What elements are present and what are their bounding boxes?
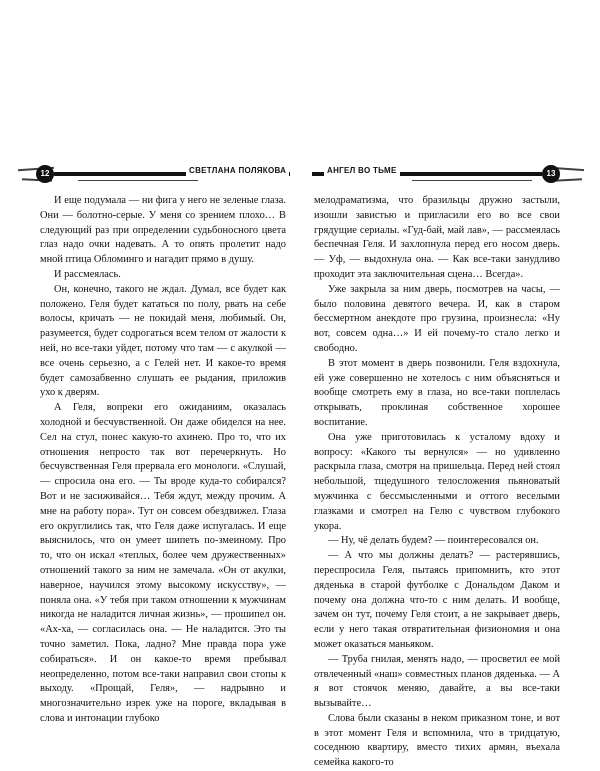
paragraph: Она уже приготовилась к усталому вдоху и вопросу: «Какого ты вернулся» — но удивленно раскрыла глаза, смотря на пришельца. Перед ней стоял небольшой, тщедушного телосложения пьяноватый мужчинка с бессмысленными и оттого веселыми глазками и смотрел на Гелю с чувством глубокого укора. <box>314 431 560 532</box>
left-page <box>0 0 300 750</box>
paragraph: И рассмеялась. <box>54 268 121 280</box>
left-page-body <box>40 194 286 727</box>
paragraph: — А что мы должны делать? — растерявшись, переспросила Геля, пытаясь припомнить, кто этот дяденька в старой футболке с Дональдом Даком и почему она должна что-то с ним делать. И вообще, зачем он тут, почему Геля стоит, а не закрывает дверь, если у него такая отвратительная физиономия и она может оказаться маньяком. <box>314 550 560 650</box>
right-page-header <box>312 162 584 186</box>
running-title: АНГЕЛ ВО ТЬМЕ <box>324 165 400 177</box>
right-page <box>300 0 600 769</box>
paragraph: Он, конечно, такого не ждал. Думал, все будет как положено. Геля будет кататься по полу, рвать на себе волосы, кричать — не покидай меня, любимый. Он, разумеется, будет содрогаться всем телом от жалости к ней, но все-таки уйдет, потому что там — с акулкой — все очень серьезно, а с Гелей нет. И какое-то время будет самозабвенно слушать ее рыдания, приложив ухо к дверям. <box>40 283 286 399</box>
paragraph: — Труба гнилая, менять надо, — просветил ее мой отвлеченный «наш» совместных планов дяденька. — А я вот стоячок меняю, давайте, а вы все-таки вызывайте… <box>314 653 560 710</box>
running-title: СВЕТЛАНА ПОЛЯКОВА <box>186 165 289 177</box>
paragraph: В этот момент в дверь позвонили. Геля вздохнула, ей уже совершенно не хотелось с ним объясняться и вообще смотреть ему в глаза, но все-таки поплелась открывать, проклиная собственное хорошее воспитание. <box>314 357 560 428</box>
page-number: 13 <box>542 165 560 183</box>
left-page-header <box>18 162 290 186</box>
paragraph: А Геля, вопреки его ожиданиям, оказалась холодной и бесчувственной. Он даже обиделся на нее. Сел на стул, понес какую-то ахинею. Про то, что их отношения непросто так вот перечеркнуть. Но бесчувственная Геля прервала его монологи. «Слушай, — спросила она его. — Ты вроде куда-то собирался? Вот и не засиживайся… Тебя ждут, между прочим. А мне на работу пора». Тут он совсем обездвижел. Глаза его округлились так, что Геля даже испугалась. И еще выяснилось, что он умеет шипеть по-змеиному. Про то, что он искал «теплых, более чем дружественных» отношений такого за ним не замечала. «Он от акулки, наверное, научился этому высокому искусству», — поняла она. «У тебя при таком отношении к мужчинам никогда не наладится личная жизнь», — прошипел он. «Ах-ха, — согласилась она. — Не наладится. Это ты точно заметил. Пока, ладно? Мне правда пора уже собираться». И он какое-то время пребывал неопределенно, потом все-таки направил свои стопы к выходу. «Прощай, Геля», — надрывно и многозначительно изрек уже на пороге, вкладывая в слова и интонации глубоко <box>40 402 286 724</box>
paragraph: Уже закрыла за ним дверь, посмотрев на часы, — было половина девятого вечера. И, как в старом бессмертном анекдоте про грузина, произнесла: «Ну вот, совсем одна…» И ей почему-то стало легко и свободно. <box>314 283 560 354</box>
paragraph: мелодраматизма, что бразильцы дружно застыли, изошли завистью и пригласили его во все свои грядущие сериалы. «Гуд-бай, май лав», — рассмеялась беспечная Геля. И захлопнула перед его носом дверь. — Уф, — выдохнула она. — Как все-таки занудливо проходит эта заключительная сцена… Всегда». <box>314 195 560 280</box>
header-ornament <box>78 180 198 181</box>
header-ornament <box>554 178 582 181</box>
paragraph: — Ну, чё делать будем? — поинтересовался он. <box>328 535 539 547</box>
page-number: 12 <box>36 165 54 183</box>
right-page-body <box>314 194 560 771</box>
paragraph: Слова были сказаны в неком приказном тоне, и вот в этот момент Геля и вспомнила, что в тридцатую, соседнюю квартиру, вместо тихих армян, въехала семейка какого-то <box>314 712 560 769</box>
paragraph: И еще подумала — ни фига у него не зеленые глаза. Они — болотно-серые. У меня со зрением плохо… В следующий раз при определении судьбоносного цвета глаз надо очки надевать. А то опять пролетит надо мной птица Обломинго и нагадит прямо в душу. <box>40 195 286 266</box>
header-ornament <box>412 180 532 181</box>
